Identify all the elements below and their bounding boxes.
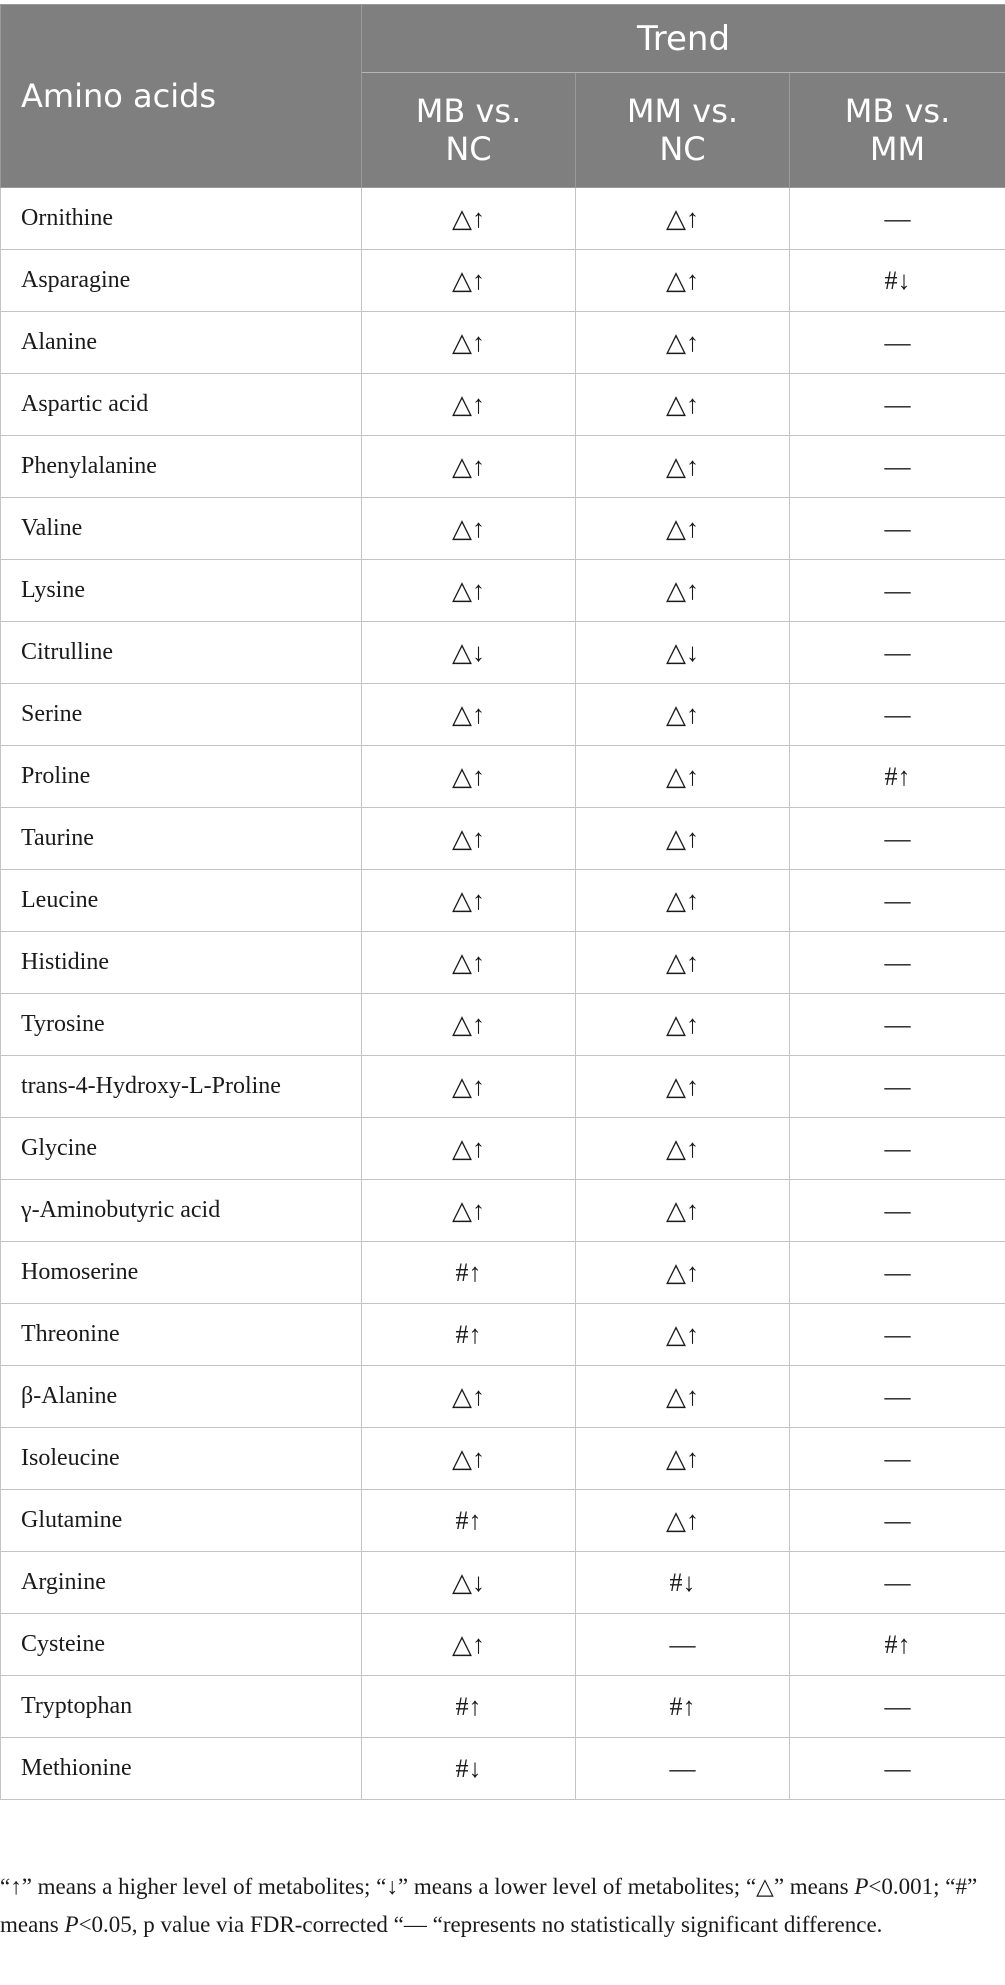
trend-cell-mm-vs-nc: △↑ [576, 312, 790, 374]
trend-cell-mm-vs-nc: △↑ [576, 1366, 790, 1428]
table-row [1, 746, 1005, 808]
trend-cell-mb-vs-nc: △↓ [362, 1552, 576, 1614]
trend-cell-mb-vs-mm: — [790, 1180, 1005, 1242]
trend-cell-mb-vs-nc: #↑ [362, 1676, 576, 1738]
trend-cell-mb-vs-mm: — [790, 1118, 1005, 1180]
trend-cell-mm-vs-nc: △↑ [576, 436, 790, 498]
table-row [1, 808, 1005, 870]
amino-acid-name: Homoserine [1, 1242, 362, 1304]
trend-cell-mb-vs-nc: #↓ [362, 1738, 576, 1800]
table-footnote: “↑” means a higher level of metabolites; “↓” means a lower level of metabolites; “△” means P<0.001; “#” means P<0.05, p value via FDR-corrected “— “represents no statistically significant difference. [0, 1874, 978, 1937]
trend-cell-mb-vs-nc: △↑ [362, 498, 576, 560]
amino-acid-trend-table [0, 4, 1005, 1800]
table-row [1, 560, 1005, 622]
trend-cell-mb-vs-nc: △↑ [362, 808, 576, 870]
trend-cell-mm-vs-nc: △↑ [576, 1490, 790, 1552]
amino-acid-name: Asparagine [1, 250, 362, 312]
trend-cell-mb-vs-nc: △↑ [362, 1118, 576, 1180]
table-row [1, 994, 1005, 1056]
trend-cell-mm-vs-nc: △↑ [576, 746, 790, 808]
trend-cell-mm-vs-nc: △↑ [576, 932, 790, 994]
trend-cell-mb-vs-mm: — [790, 498, 1005, 560]
trend-cell-mb-vs-nc: △↑ [362, 994, 576, 1056]
table-row [1, 1676, 1005, 1738]
amino-acid-name: Isoleucine [1, 1428, 362, 1490]
trend-cell-mb-vs-nc: #↑ [362, 1304, 576, 1366]
trend-cell-mb-vs-mm: — [790, 1056, 1005, 1118]
table-row [1, 622, 1005, 684]
trend-cell-mb-vs-nc: △↑ [362, 1180, 576, 1242]
trend-header: Trend [362, 5, 1005, 73]
trend-cell-mm-vs-nc: △↓ [576, 622, 790, 684]
amino-acid-name: Taurine [1, 808, 362, 870]
trend-cell-mb-vs-nc: △↑ [362, 436, 576, 498]
table-row [1, 1428, 1005, 1490]
trend-cell-mm-vs-nc: — [576, 1738, 790, 1800]
table-row [1, 374, 1005, 436]
amino-acid-name: Glycine [1, 1118, 362, 1180]
trend-cell-mb-vs-mm: — [790, 1366, 1005, 1428]
trend-cell-mb-vs-mm: — [790, 374, 1005, 436]
amino-acid-name: Leucine [1, 870, 362, 932]
col-header-mb-vs-mm: MB vs. MM [790, 73, 1005, 188]
amino-acid-name: Glutamine [1, 1490, 362, 1552]
table-row [1, 498, 1005, 560]
amino-acid-name: Lysine [1, 560, 362, 622]
amino-acid-name: Serine [1, 684, 362, 746]
trend-cell-mb-vs-mm: #↓ [790, 250, 1005, 312]
trend-cell-mm-vs-nc: △↑ [576, 250, 790, 312]
amino-acid-name: Phenylalanine [1, 436, 362, 498]
trend-cell-mb-vs-mm: #↑ [790, 746, 1005, 808]
trend-cell-mb-vs-nc: △↓ [362, 622, 576, 684]
trend-cell-mb-vs-mm: — [790, 994, 1005, 1056]
trend-cell-mb-vs-mm: — [790, 1304, 1005, 1366]
table-row [1, 1366, 1005, 1428]
trend-cell-mb-vs-nc: #↑ [362, 1242, 576, 1304]
trend-cell-mb-vs-mm: — [790, 1552, 1005, 1614]
table-row [1, 1738, 1005, 1800]
trend-cell-mm-vs-nc: — [576, 1614, 790, 1676]
amino-acid-name: Methionine [1, 1738, 362, 1800]
trend-cell-mb-vs-mm: — [790, 1490, 1005, 1552]
trend-cell-mm-vs-nc: △↑ [576, 1056, 790, 1118]
amino-acid-name: Ornithine [1, 188, 362, 250]
trend-cell-mb-vs-mm: — [790, 1676, 1005, 1738]
trend-cell-mm-vs-nc: △↑ [576, 808, 790, 870]
table-row [1, 684, 1005, 746]
amino-acid-name: Citrulline [1, 622, 362, 684]
table-body [1, 188, 1005, 1800]
amino-acid-name: Valine [1, 498, 362, 560]
amino-acid-name: Tryptophan [1, 1676, 362, 1738]
trend-cell-mm-vs-nc: △↑ [576, 1180, 790, 1242]
amino-acid-name: Histidine [1, 932, 362, 994]
trend-cell-mb-vs-mm: #↑ [790, 1614, 1005, 1676]
trend-cell-mb-vs-mm: — [790, 188, 1005, 250]
trend-cell-mm-vs-nc: #↑ [576, 1676, 790, 1738]
trend-cell-mb-vs-mm: — [790, 808, 1005, 870]
trend-cell-mm-vs-nc: △↑ [576, 1118, 790, 1180]
trend-cell-mm-vs-nc: △↑ [576, 560, 790, 622]
table-row [1, 1304, 1005, 1366]
trend-cell-mm-vs-nc: △↑ [576, 1428, 790, 1490]
trend-cell-mb-vs-mm: — [790, 1428, 1005, 1490]
trend-cell-mb-vs-mm: — [790, 684, 1005, 746]
trend-cell-mm-vs-nc: △↑ [576, 684, 790, 746]
amino-acid-name: Arginine [1, 1552, 362, 1614]
table-row [1, 1056, 1005, 1118]
table-row [1, 1490, 1005, 1552]
table-row [1, 188, 1005, 250]
amino-acid-name: Threonine [1, 1304, 362, 1366]
trend-cell-mb-vs-mm: — [790, 870, 1005, 932]
table-row [1, 1118, 1005, 1180]
amino-acid-name: Aspartic acid [1, 374, 362, 436]
trend-cell-mb-vs-nc: △↑ [362, 1056, 576, 1118]
amino-acid-name: Tyrosine [1, 994, 362, 1056]
trend-cell-mb-vs-nc: △↑ [362, 746, 576, 808]
trend-cell-mb-vs-nc: △↑ [362, 374, 576, 436]
trend-cell-mb-vs-nc: △↑ [362, 1428, 576, 1490]
trend-cell-mb-vs-nc: △↑ [362, 684, 576, 746]
amino-acid-name: Alanine [1, 312, 362, 374]
trend-cell-mb-vs-nc: △↑ [362, 1614, 576, 1676]
trend-cell-mb-vs-nc: △↑ [362, 932, 576, 994]
trend-cell-mb-vs-mm: — [790, 622, 1005, 684]
table-row [1, 1552, 1005, 1614]
trend-cell-mb-vs-mm: — [790, 560, 1005, 622]
trend-cell-mb-vs-nc: #↑ [362, 1490, 576, 1552]
trend-table-container [0, 4, 1005, 1800]
table-row [1, 1180, 1005, 1242]
trend-cell-mm-vs-nc: △↑ [576, 374, 790, 436]
table-row [1, 870, 1005, 932]
trend-cell-mb-vs-nc: △↑ [362, 560, 576, 622]
trend-cell-mb-vs-nc: △↑ [362, 250, 576, 312]
col-header-mm-vs-nc: MM vs. NC [576, 73, 790, 188]
amino-acid-name: trans-4-Hydroxy-L-Proline [1, 1056, 362, 1118]
trend-cell-mm-vs-nc: △↑ [576, 870, 790, 932]
trend-cell-mm-vs-nc: △↑ [576, 994, 790, 1056]
trend-cell-mm-vs-nc: △↑ [576, 1304, 790, 1366]
trend-cell-mb-vs-mm: — [790, 1242, 1005, 1304]
trend-cell-mm-vs-nc: △↑ [576, 188, 790, 250]
table-row [1, 1242, 1005, 1304]
amino-acid-name: Proline [1, 746, 362, 808]
table-row [1, 250, 1005, 312]
amino-acids-header: Amino acids [1, 5, 362, 188]
table-row [1, 1614, 1005, 1676]
trend-cell-mb-vs-mm: — [790, 1738, 1005, 1800]
amino-acid-name: β-Alanine [1, 1366, 362, 1428]
trend-cell-mb-vs-nc: △↑ [362, 870, 576, 932]
trend-cell-mb-vs-mm: — [790, 312, 1005, 374]
col-header-mb-vs-nc: MB vs. NC [362, 73, 576, 188]
trend-cell-mm-vs-nc: △↑ [576, 498, 790, 560]
trend-cell-mb-vs-mm: — [790, 932, 1005, 994]
trend-cell-mb-vs-mm: — [790, 436, 1005, 498]
table-row [1, 932, 1005, 994]
trend-cell-mm-vs-nc: #↓ [576, 1552, 790, 1614]
trend-cell-mb-vs-nc: △↑ [362, 312, 576, 374]
trend-cell-mb-vs-nc: △↑ [362, 1366, 576, 1428]
trend-cell-mb-vs-nc: △↑ [362, 188, 576, 250]
amino-acid-name: Cysteine [1, 1614, 362, 1676]
table-row [1, 436, 1005, 498]
table-row [1, 312, 1005, 374]
amino-acid-name: γ-Aminobutyric acid [1, 1180, 362, 1242]
trend-cell-mm-vs-nc: △↑ [576, 1242, 790, 1304]
